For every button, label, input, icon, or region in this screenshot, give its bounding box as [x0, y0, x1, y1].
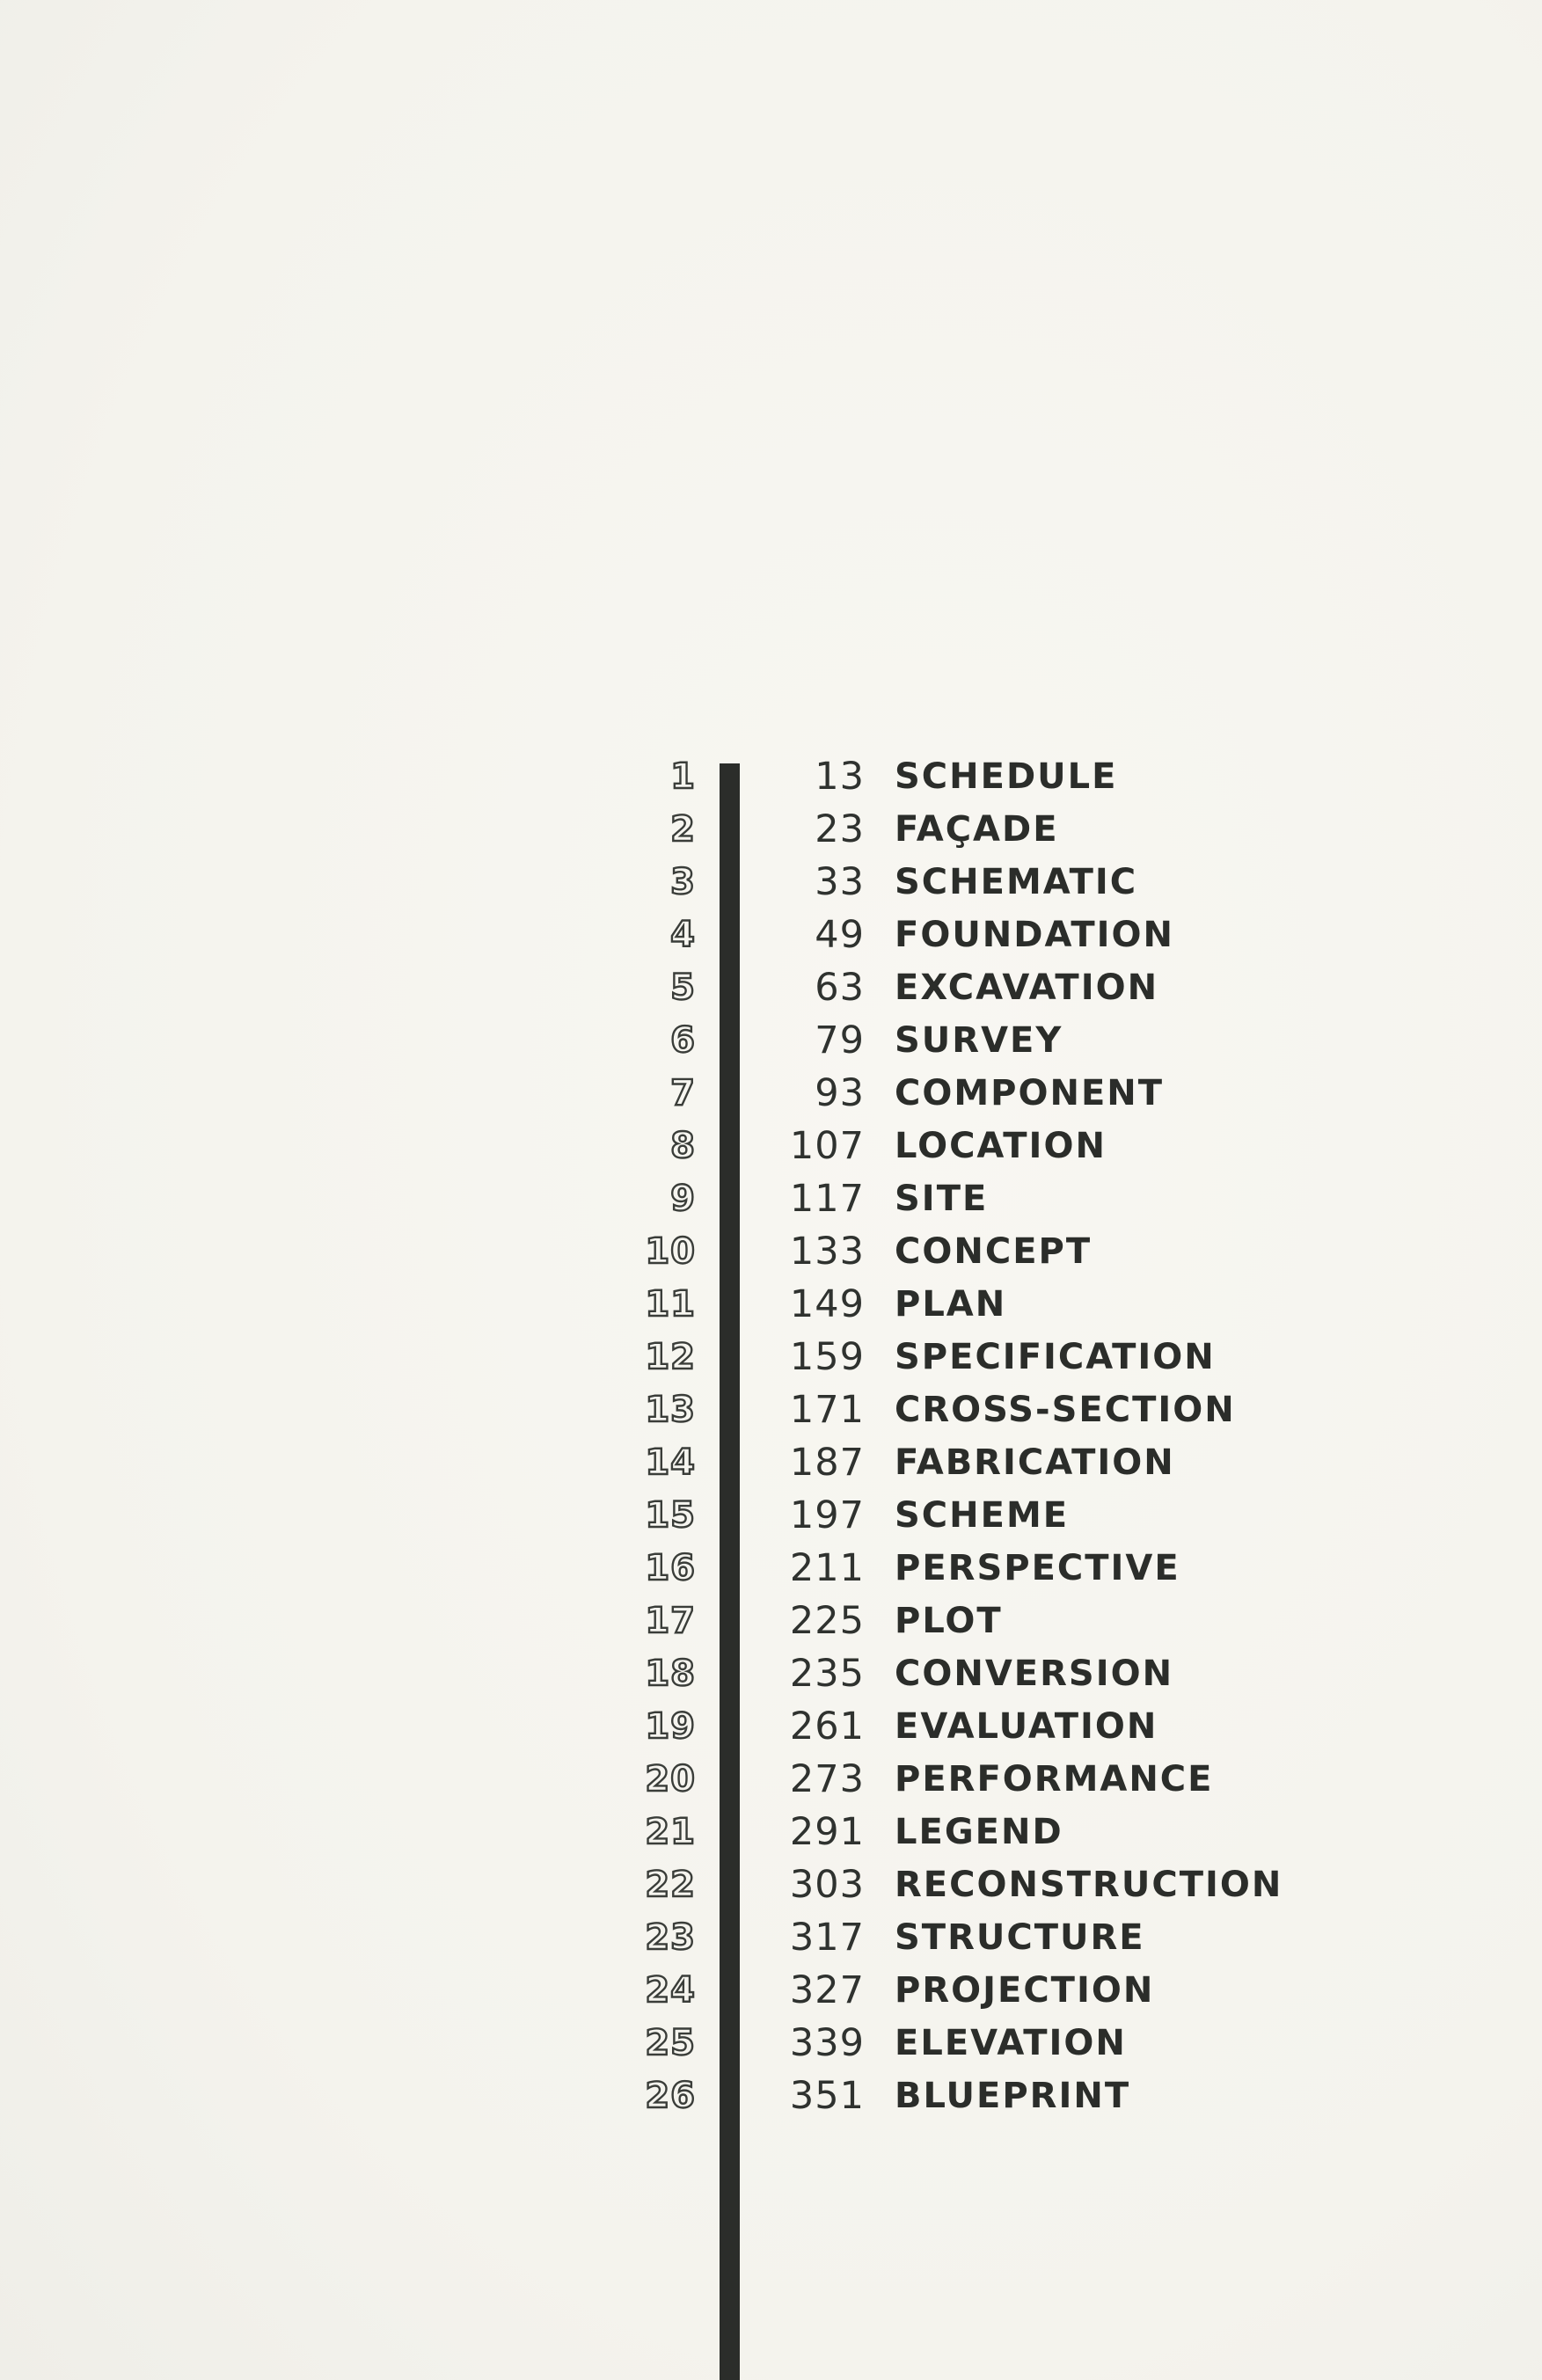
page-number: 303	[789, 1863, 865, 1907]
toc-entry[interactable]	[0, 856, 1542, 909]
page-number: 235	[789, 1652, 865, 1696]
page-number: 187	[789, 1441, 865, 1485]
chapter-title: SCHEMATIC	[895, 862, 1138, 902]
chapter-title: FABRICATION	[895, 1442, 1175, 1483]
chapter-number: 14	[645, 1442, 696, 1483]
page-number: 261	[789, 1705, 865, 1748]
chapter-number: 20	[645, 1759, 696, 1800]
table-of-contents	[0, 750, 1542, 2122]
chapter-title: LOCATION	[895, 1126, 1107, 1166]
chapter-number: 8	[670, 1126, 696, 1166]
chapter-number: 3	[670, 862, 696, 902]
toc-entry[interactable]	[0, 1120, 1542, 1172]
page-number: 79	[815, 1018, 865, 1062]
chapter-title: PERSPECTIVE	[895, 1548, 1180, 1588]
chapter-title: CROSS-SECTION	[895, 1390, 1236, 1430]
page-number: 339	[789, 2021, 865, 2065]
chapter-number: 12	[645, 1337, 696, 1377]
chapter-number: 24	[645, 1970, 696, 2011]
page-number: 197	[789, 1493, 865, 1537]
chapter-title: SCHEDULE	[895, 756, 1118, 797]
chapter-number: 15	[645, 1495, 696, 1536]
page-number: 13	[815, 755, 865, 799]
chapter-number: 6	[670, 1020, 696, 1061]
chapter-title: ELEVATION	[895, 2023, 1127, 2063]
toc-entry[interactable]	[0, 961, 1542, 1014]
page-number: 117	[789, 1177, 865, 1221]
chapter-number: 26	[645, 2076, 696, 2116]
chapter-number: 2	[670, 809, 696, 850]
chapter-title: LEGEND	[895, 1812, 1063, 1852]
chapter-title: CONCEPT	[895, 1231, 1093, 1272]
toc-entry[interactable]	[0, 1489, 1542, 1542]
chapter-title: RECONSTRUCTION	[895, 1865, 1283, 1905]
chapter-number: 4	[670, 915, 696, 955]
chapter-title: SITE	[895, 1179, 989, 1219]
toc-entry[interactable]	[0, 1383, 1542, 1436]
chapter-title: COMPONENT	[895, 1073, 1165, 1113]
page-number: 225	[789, 1599, 865, 1643]
page-number: 211	[789, 1546, 865, 1590]
page-number: 273	[789, 1757, 865, 1801]
chapter-number: 22	[645, 1865, 696, 1905]
page-number: 23	[815, 807, 865, 851]
page-number: 317	[789, 1916, 865, 1960]
chapter-title: BLUEPRINT	[895, 2076, 1131, 2116]
toc-entry[interactable]	[0, 1964, 1542, 2017]
chapter-title: PLAN	[895, 1284, 1007, 1325]
chapter-title: SPECIFICATION	[895, 1337, 1216, 1377]
toc-entry[interactable]	[0, 2070, 1542, 2122]
page-number: 49	[815, 913, 865, 957]
toc-entry[interactable]	[0, 1014, 1542, 1067]
toc-entry[interactable]	[0, 1331, 1542, 1383]
chapter-title: PERFORMANCE	[895, 1759, 1214, 1800]
chapter-title: FAÇADE	[895, 809, 1059, 850]
page-number: 291	[789, 1810, 865, 1854]
page-number: 159	[789, 1335, 865, 1379]
page-number: 93	[815, 1071, 865, 1115]
toc-entry[interactable]	[0, 1436, 1542, 1489]
toc-entry[interactable]	[0, 803, 1542, 856]
toc-entry[interactable]	[0, 1700, 1542, 1753]
chapter-number: 11	[645, 1284, 696, 1325]
toc-entry[interactable]	[0, 1225, 1542, 1278]
chapter-number: 5	[670, 967, 696, 1008]
chapter-title: SCHEME	[895, 1495, 1070, 1536]
chapter-number: 23	[645, 1917, 696, 1958]
chapter-title: CONVERSION	[895, 1654, 1174, 1694]
toc-entry[interactable]	[0, 1172, 1542, 1225]
toc-entry[interactable]	[0, 1067, 1542, 1120]
toc-entry[interactable]	[0, 1911, 1542, 1964]
toc-entry[interactable]	[0, 1753, 1542, 1806]
page-number: 149	[789, 1282, 865, 1326]
chapter-number: 19	[645, 1706, 696, 1747]
page-number: 351	[789, 2074, 865, 2118]
toc-entry[interactable]	[0, 2017, 1542, 2070]
chapter-number: 16	[645, 1548, 696, 1588]
toc-entry[interactable]	[0, 1858, 1542, 1911]
chapter-number: 10	[645, 1231, 696, 1272]
page-number: 327	[789, 1968, 865, 2012]
chapter-title: PROJECTION	[895, 1970, 1155, 2011]
chapter-title: SURVEY	[895, 1020, 1063, 1061]
chapter-number: 18	[645, 1654, 696, 1694]
toc-entry[interactable]	[0, 1278, 1542, 1331]
chapter-number: 9	[670, 1179, 696, 1219]
chapter-number: 7	[670, 1073, 696, 1113]
toc-entry[interactable]	[0, 1806, 1542, 1858]
page-number: 133	[789, 1230, 865, 1274]
toc-entry[interactable]	[0, 1595, 1542, 1647]
chapter-number: 25	[645, 2023, 696, 2063]
page-number: 171	[789, 1388, 865, 1432]
toc-entry[interactable]	[0, 909, 1542, 961]
chapter-title: STRUCTURE	[895, 1917, 1145, 1958]
chapter-title: EVALUATION	[895, 1706, 1158, 1747]
chapter-number: 17	[645, 1601, 696, 1641]
page-number: 63	[815, 966, 865, 1010]
toc-entry[interactable]	[0, 1647, 1542, 1700]
chapter-title: EXCAVATION	[895, 967, 1159, 1008]
page-number: 107	[789, 1124, 865, 1168]
toc-entry[interactable]	[0, 750, 1542, 803]
chapter-number: 21	[645, 1812, 696, 1852]
chapter-title: PLOT	[895, 1601, 1003, 1641]
chapter-number: 13	[645, 1390, 696, 1430]
toc-entry[interactable]	[0, 1542, 1542, 1595]
chapter-number: 1	[670, 756, 696, 797]
page-number: 33	[815, 860, 865, 904]
chapter-title: FOUNDATION	[895, 915, 1174, 955]
